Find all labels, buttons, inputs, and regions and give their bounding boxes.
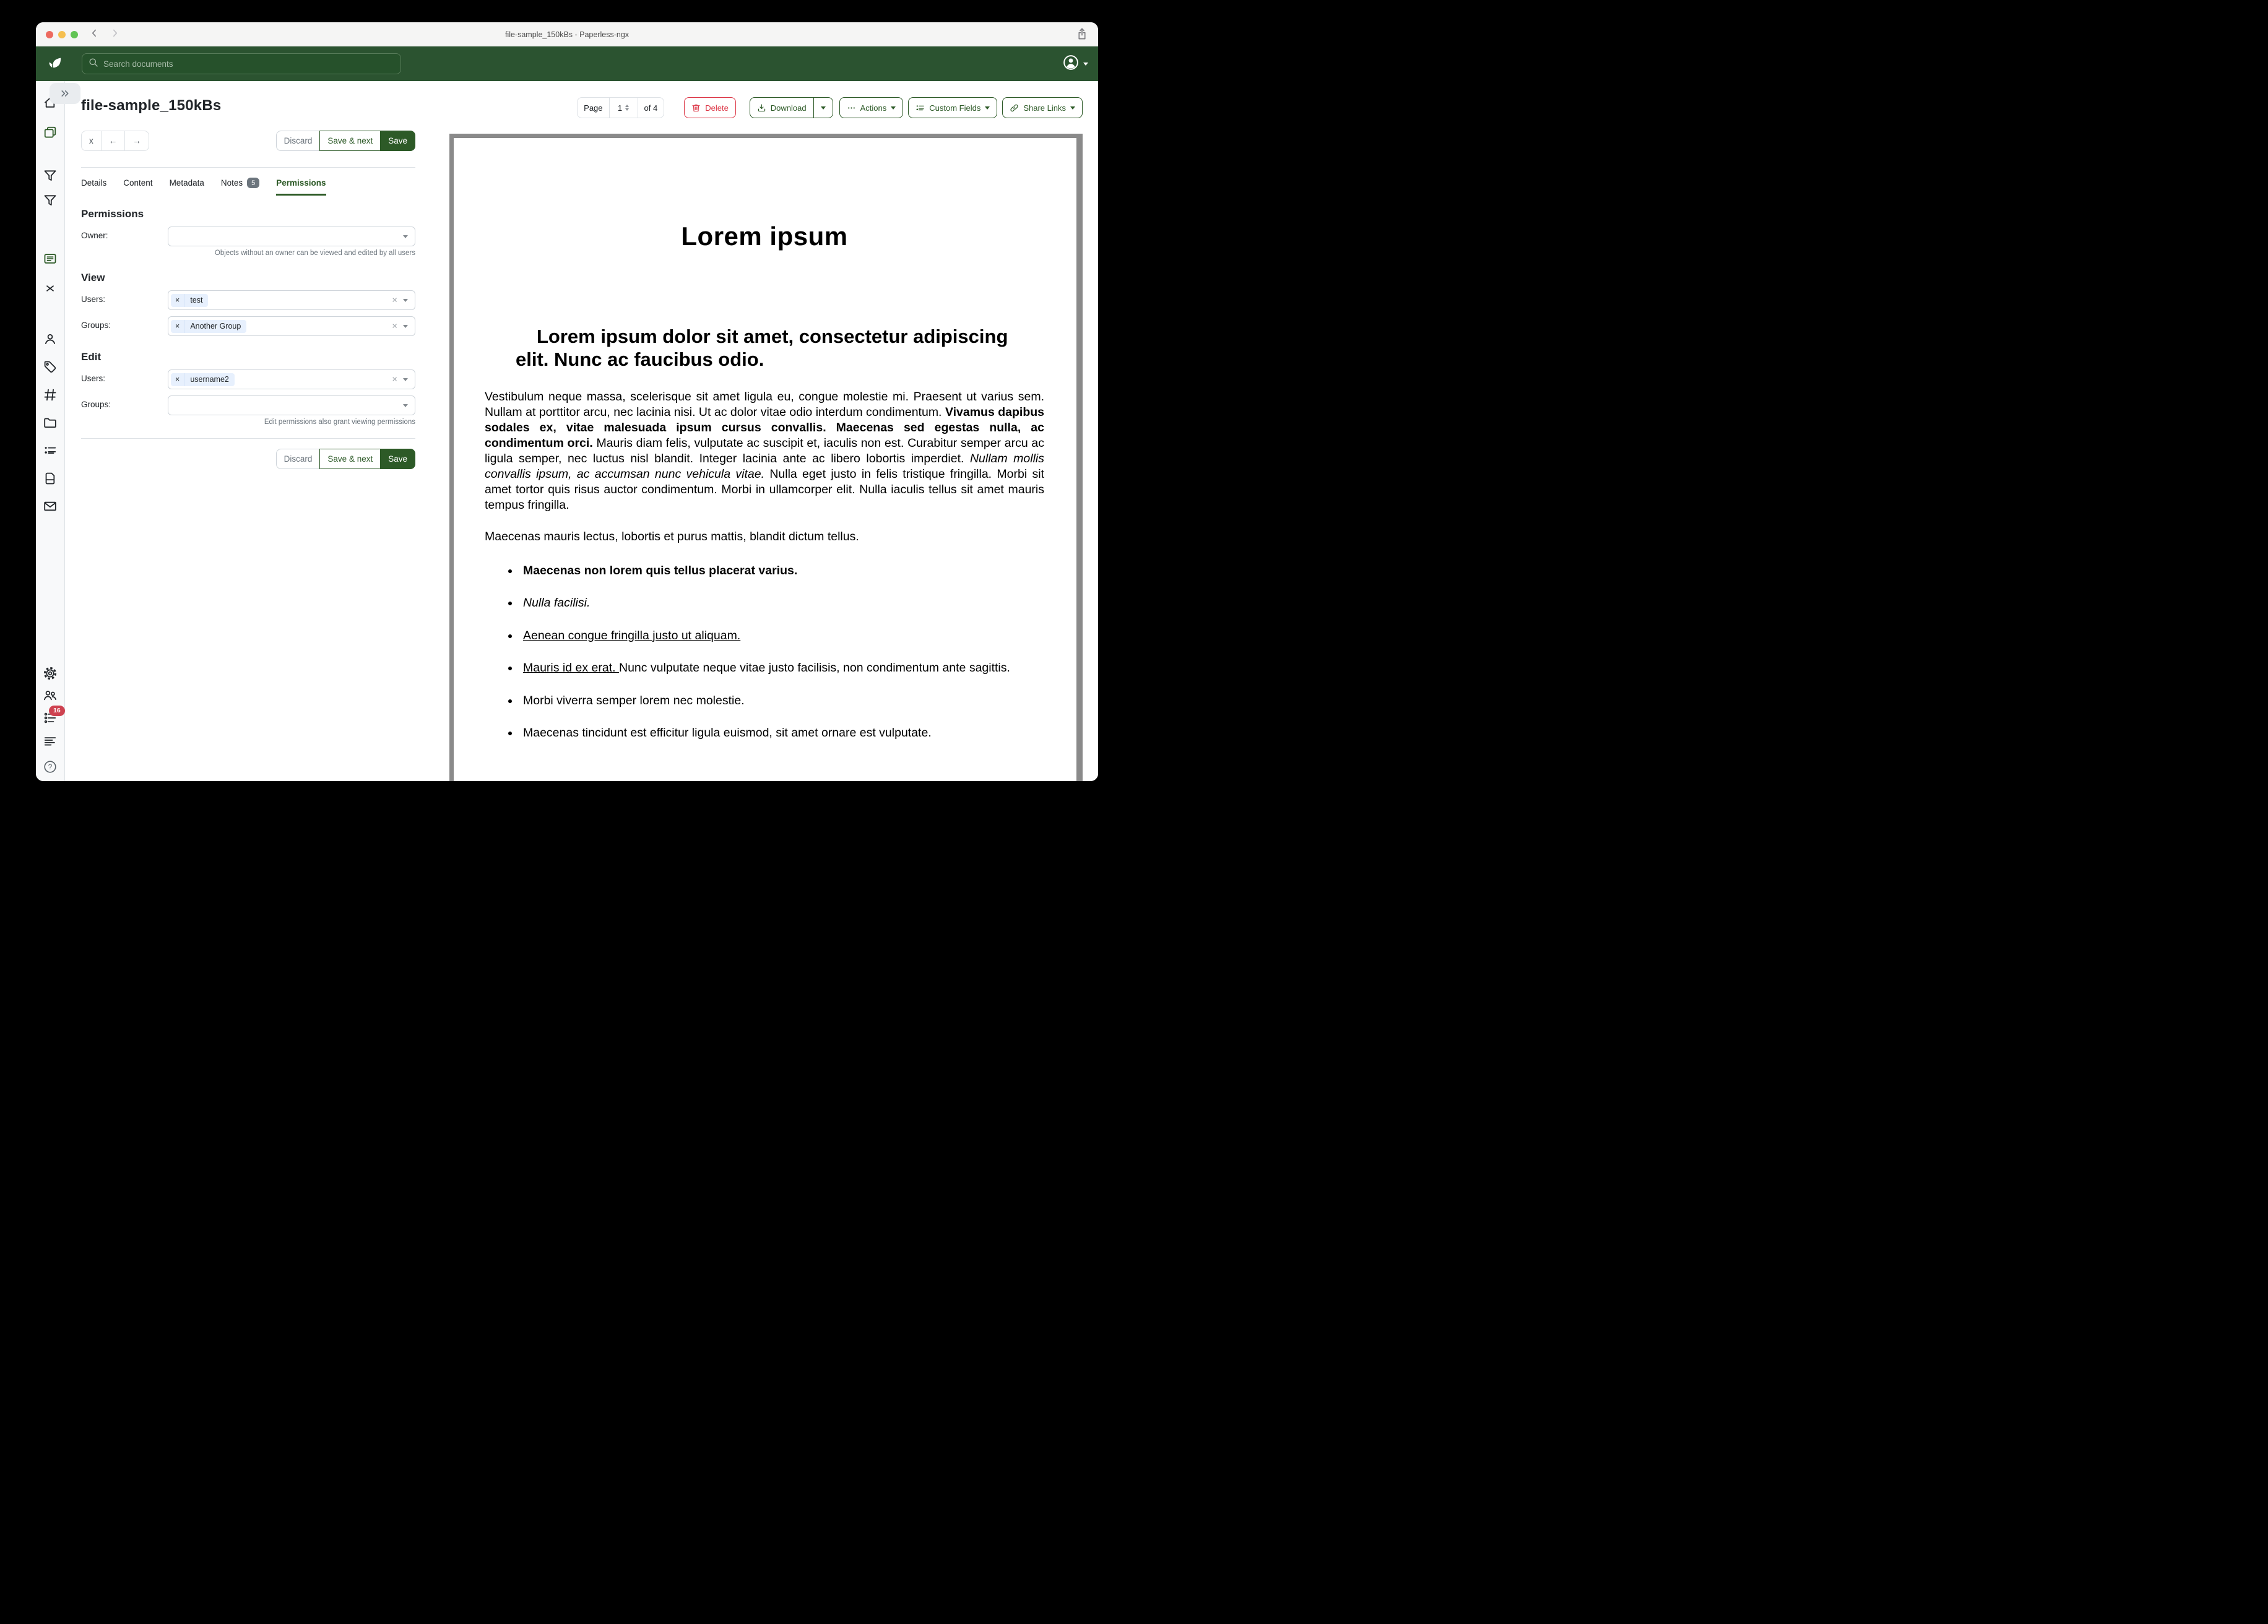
page-number-input[interactable]: 1 [609,98,638,118]
selected-group-chip: × Another Group [171,320,246,333]
close-window-button[interactable] [46,31,53,38]
chip-remove-icon[interactable]: × [171,373,184,386]
custom-fields-icon [915,103,925,113]
custom-fields-button[interactable]: Custom Fields [908,97,997,118]
page-spinner[interactable] [625,105,629,111]
doc-bullet-item: • Mauris id ex erat. Nunc vulputate neque vitae justo facilisis, non condimentum ante sagittis. [519,660,1044,676]
user-menu-caret-icon [1083,63,1088,66]
doc-bullet-item: • Nulla facilisi. [519,595,1044,611]
titlebar [36,22,1098,46]
edit-groups-label: Groups: [81,400,111,409]
document-toolbar [577,97,1083,118]
view-users-label: Users: [81,295,106,304]
sidebar-tags-icon[interactable] [43,360,57,374]
share-icon[interactable] [1076,27,1088,44]
page-count-label: of 4 [638,98,664,118]
edit-users-label: Users: [81,374,106,383]
caret-down-icon [403,235,408,238]
selected-user-chip: × username2 [171,373,235,386]
doc-bullet-item: • Maecenas non lorem quis tellus placerat varius. [519,563,1044,579]
previous-document-button[interactable]: ← [101,131,126,151]
sidebar-mail-icon[interactable] [43,499,57,513]
owner-help-text: Objects without an owner can be viewed and edited by all users [214,249,415,257]
tab-details[interactable]: Details [81,178,107,188]
trash-icon [691,103,701,113]
download-button[interactable]: Download [750,97,814,118]
clear-field-icon[interactable]: × [392,321,397,332]
discard-button[interactable]: Discard [276,449,321,469]
browser-back-icon[interactable] [89,28,100,41]
sidebar-users-groups-icon[interactable] [43,689,57,702]
download-dropdown-button[interactable] [813,97,833,118]
clear-field-icon[interactable]: × [392,295,397,306]
tab-notes[interactable]: Notes 5 [221,178,259,196]
delete-button[interactable]: Delete [684,97,736,118]
ellipsis-icon [847,103,856,113]
owner-select[interactable] [168,227,415,246]
zoom-window-button[interactable] [71,31,78,38]
caret-down-icon [891,106,896,110]
sidebar-storage-paths-icon[interactable] [43,416,57,430]
permissions-heading: Permissions [81,208,144,220]
search-box [82,53,401,74]
edit-groups-select[interactable] [168,395,415,415]
download-icon [757,103,766,113]
edit-heading: Edit [81,351,102,363]
chip-remove-icon[interactable]: × [171,320,184,333]
caret-down-icon [1070,106,1075,110]
chip-remove-icon[interactable]: × [171,294,184,307]
document-detail-pane [81,131,415,781]
sidebar-expand-button[interactable] [50,83,80,104]
search-icon [89,58,98,71]
doc-preview-paragraph: Maecenas mauris lectus, lobortis et purus mattis, blandit dictum tellus. [485,529,859,543]
view-users-select[interactable] [168,290,415,310]
save-next-button[interactable]: Save & next [319,449,381,469]
save-button[interactable]: Save [380,131,415,151]
actions-button[interactable]: Actions [839,97,904,118]
caret-down-icon [403,378,408,381]
sidebar-custom-fields-icon[interactable] [43,444,57,457]
share-links-button[interactable]: Share Links [1002,97,1083,118]
minimize-window-button[interactable] [58,31,66,38]
doc-preview-title: Lorem ipsum [681,222,848,251]
doc-preview-bullet-list [485,563,1044,741]
caret-down-icon [403,404,408,407]
pdf-viewer-frame [449,134,1083,781]
detail-tabs [81,178,415,196]
view-heading: View [81,272,105,283]
document-preview[interactable] [449,134,1083,781]
discard-button[interactable]: Discard [276,131,321,151]
tab-content[interactable]: Content [123,178,153,188]
save-button[interactable]: Save [380,449,415,469]
doc-bullet-item: • Morbi viverra semper lorem nec molestie. [519,693,1044,709]
app-window [36,22,1098,781]
window-title: file-sample_150kBs - Paperless-ngx [504,30,630,39]
page-label: Page [584,103,603,113]
doc-bullet-item: • Maecenas tincidunt est efficitur ligula euismod, sit amet ornare est vulputate. [519,725,1044,741]
sidebar-saved-view-icon[interactable] [43,169,57,183]
tasks-count-badge: 16 [49,706,65,716]
tab-metadata[interactable]: Metadata [169,178,204,188]
pdf-page [454,222,1076,781]
sidebar-file-tasks-icon[interactable] [43,472,57,485]
edit-help-text: Edit permissions also grant viewing permissions [264,418,415,426]
sidebar-tasks-icon[interactable] [43,707,61,725]
svg-text:?: ? [48,763,53,772]
app-header [36,46,1098,81]
user-menu[interactable] [1063,54,1088,74]
view-groups-select[interactable] [168,316,415,336]
sidebar [36,81,65,781]
owner-label: Owner: [81,231,108,240]
sidebar-documents-icon[interactable] [43,126,57,139]
link-icon [1010,103,1019,113]
sidebar-document-types-icon[interactable] [43,388,57,402]
sidebar-close-all-icon[interactable] [43,282,57,295]
caret-down-icon [403,325,408,328]
save-next-button[interactable]: Save & next [319,131,381,151]
window-controls [46,31,78,38]
caret-down-icon [403,299,408,302]
next-document-button[interactable]: → [124,131,149,151]
notes-count-badge: 5 [247,178,259,188]
selected-user-chip: × test [171,294,208,307]
sidebar-open-document-icon[interactable] [43,252,57,266]
user-avatar-icon [1063,54,1079,74]
doc-preview-subtitle: Lorem ipsum dolor sit amet, consectetur adipiscing elit. Nunc ac faucibus odio. [516,326,1008,370]
browser-forward-icon[interactable] [110,28,120,41]
search-input[interactable] [103,59,394,69]
caret-down-icon [985,106,990,110]
sidebar-saved-view-2-icon[interactable] [43,194,57,207]
sidebar-correspondents-icon[interactable] [43,332,57,346]
caret-down-icon [821,106,826,110]
sidebar-settings-icon[interactable] [43,667,57,680]
edit-users-select[interactable] [168,369,415,389]
clear-field-icon[interactable]: × [392,374,397,385]
tab-permissions[interactable]: Permissions [276,178,326,196]
sidebar-logs-icon[interactable] [43,735,57,748]
view-groups-label: Groups: [81,321,111,330]
doc-preview-paragraph: Vestibulum neque massa, scelerisque sit amet ligula eu, congue molestie mi. Praesent ut varius sem. Nullam at porttitor arcu, nec lacinia nisi. Ut ac dolor vitae odio interdum condimentum. Vivamus dapibus sodales ex, vitae malesuada ipsum cursus convallis. Maecenas sed egestas nulla, ac condimentum orci. Mauris diam felis, vulputate ac suscipit et, iaculis non est. Curabitur semper arcu ac ligula semper, nec luctus nisl blandit. Integer lacinia ante ac libero lobortis imperdiet. Nullam mollis convallis ipsum, ac accumsan nunc vehicula vitae. Nulla eget justo in felis tristique fringilla. Morbi sit amet tortor quis risus auctor condimentum. Morbi in ullamcorper elit. Nulla iaculis tellus sit amet mauris tempus fringilla. [485,390,1044,512]
close-document-button[interactable]: x [81,131,102,151]
paperless-logo-icon[interactable] [46,56,64,72]
doc-bullet-item: • Aenean congue fringilla justo ut aliquam. [519,628,1044,644]
page-title: file-sample_150kBs [81,97,222,114]
page-navigator [577,97,664,118]
sidebar-help-icon[interactable] [43,760,57,774]
